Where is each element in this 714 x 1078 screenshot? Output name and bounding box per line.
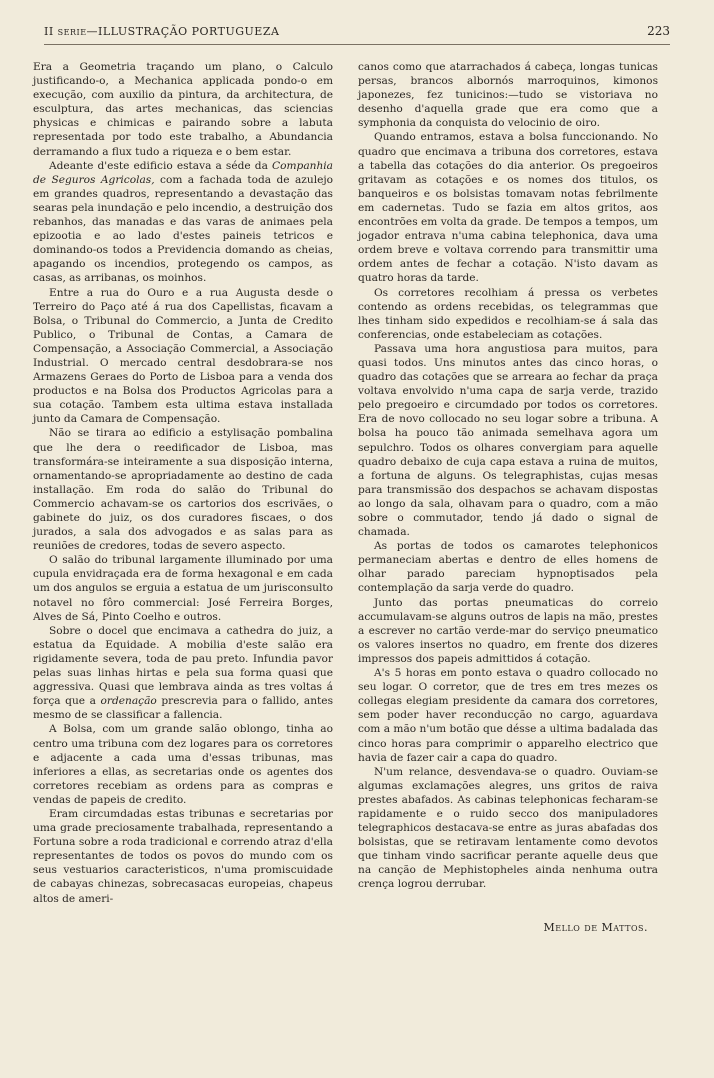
paragraph: Quando entramos, estava a bolsa funccionando. No quadro que encimava a tribuna dos corretores, estava a tabella das cotações do dia anterior. Os pregoeiros gritavam as cotações e os nomes dos titulos, os banqueiros e os bolsistas tomavam notas febrilmente em cadernetas. Tudo se fazia em altos gritos, aos encontrões em volta da grade. De tempos a tempos, um jogador entrava n'uma cabina telephonica, dava uma ordem breve e voltava correndo para transmittir uma ordem antes de fechar a cotação. N'isto davam as quatro horas da tarde. [358,131,658,285]
paragraph: Os corretores recolhiam á pressa os verbetes contendo as ordens recebidas, os telegrammas que lhes tinham sido expedidos e recolhiam-se á sala das conferencias, onde estabeleciam as cotações. [358,286,658,341]
header-left [44,25,279,38]
paragraph-text: prescrevia para o fallido, antes mesmo de se classificar a fallencia. [33,695,334,722]
running-header [44,24,670,42]
paragraph: Passava uma hora angustiosa para muitos, para quasi todos. Uns minutos antes das cinco horas, o quadro das cotações que se arreara ao fechar da praça voltava envolvido n'uma capa de sarja verde, trazido pelo pregoeiro e circumdado por todos os corretores. Era de novo collocado no seu logar sobre a tribuna. A bolsa ha pouco tão animada semelhava agora um sepulchro. Todos os olhares convergiam para aquelle quadro debaixo de cuja capa estava a ruina de muitos, a fortuna de alguns. Os telegraphistas, cujas mesas para transmissão dos despachos se achavam dispostas ao longo da sala, olhavam para o quadro, com a mão sobre o commutador, tendo já dado o signal de chamada. [358,342,658,539]
paragraph: canos como que atarrachados á cabeça, longas tunicas persas, brancos albornós marroquinos, kimonos japonezes, fez tunicinos:—tudo se vistoriava no desenho d'aquella grade que era como que a symphonia da conquista do velocinio de oiro. [358,61,658,130]
paragraph-text: Adeante d'este edificio estava a séde da [49,159,273,172]
paragraph: N'um relance, desvendava-se o quadro. Ouviam-se algumas exclamações alegres, uns gritos de raiva prestes abafados. As cabinas telephonicas fecharam-se rapidamente e o ruido secco dos manipuladores telegraphicos destacava-se entre as juras abafadas dos bolsistas, que se retiravam lentamente como devotos que tinham vindo sacrificar perante aquelle deus que na canção de Mephistopheles ainda nenhuma outra crença logrou derrubar. [358,765,658,891]
paragraph: Era a Geometria traçando um plano, o Calculo justificando-o, a Mechanica applicada pondo-o em execução, com auxilio da pintura, da architectura, de esculptura, das artes mechanicas, das sciencias physicas e chimicas e pairando sobre a labuta representada por todo este trabalho, a Abundancia derramando a flux tudo a riqueza e o bem estar. [33,61,333,158]
paragraph [33,624,333,723]
header-separator: — [86,25,99,38]
paragraph: Junto das portas pneumaticas do correio accumulavam-se alguns outros de lapis na mão, prestes a escrever no cartão verde-mar do serviço pneumatico os valores insertos no quadro, em frente dos dizeres impressos dos papeis admittidos á cotação. [358,596,658,665]
publication-title: ILLUSTRAÇÃO PORTUGUEZA [98,25,280,38]
paragraph-text: Sobre o docel que encimava a cathedra do juiz, a estatua da Equidade. A mobilia d'este salão era rigidamente severa, toda de pau preto. Infundia pavor pelas suas linhas hirtas e pela sua forma quasi que aggressiva. Quasi que lembrava ainda as tres voltas á força que a [33,624,333,708]
paragraph-text: com a fachada toda de azulejo em grandes quadros, representando a devastação das searas pela inundação e pelo incendio, a destruição dos rebanhos, das manadas e das varas de animaes pela epizootia e ao lado d'estes paineis tetricos e dominando-os todos a Previdencia domando as cheias, apagando os incendios, protegendo os campos, as casas, as arribanas, os moinhos. [33,173,334,285]
italic-term: ordenação [100,695,157,708]
paragraph: Entre a rua do Ouro e a rua Augusta desde o Terreiro do Paço até á rua dos Capellistas, ficavam a Bolsa, o Tribunal do Commercio, a Junta de Credito Publico, o Tribunal de Contas, a Camara de Compensação, a Associação Commercial, a Associação Industrial. O mercado central desdobrara-se nos Armazens Geraes do Porto de Lisboa para a venda dos productos e na Bolsa dos Productos Agricolas para a sua cotação. Tambem esta ultima estava installada junto da Camara de Compensação. [33,286,333,426]
paragraph: A Bolsa, com um grande salão oblongo, tinha ao centro uma tribuna com dez logares para os corretores e adjacente a cada uma d'essas tribunas, mas inferiores a ellas, as secretarias onde os agentes dos corretores recebiam as ordens para as compras e vendas de papeis de credito. [33,723,333,806]
page-number: 223 [647,24,670,38]
italic-company-name: Companhia de Seguros Agricolas, [33,159,333,186]
paragraph: A's 5 horas em ponto estava o quadro collocado no seu logar. O corretor, que de tres em tres mezes os collegas elegiam presidente da camara dos corretores, sem poder haver reconducção no cargo, aguardava com a mão n'um botão que désse a ultima badalada das cinco horas para comprimir o apparelho electrico que havia de fazer cair a capa do quadro. [358,667,658,764]
paragraph: O salão do tribunal largamente illuminado por uma cupula envidraçada era de forma hexagonal e em cada um dos angulos se erguia a estatua de um jurisconsulto notavel no fôro commercial: José Ferreira Borges, Alves de Sá, Pinto Coelho e outros. [33,554,333,623]
paragraph [33,159,333,286]
author-signature: Mello de Mattos. [543,921,648,934]
paragraph: Eram circumdadas estas tribunas e secretarias por uma grade preciosamente trabalhada, representando a Fortuna sobre a roda tradicional e correndo atraz d'ella representantes de todos os povos do mundo com os seus vestuarios caracteristicos, n'uma promiscuidade de cabayas chinezas, sobrecasacas europeias, chapeus altos de ameri- [33,807,333,905]
paragraph: Não se tirara ao edificio a estylisação pombalina que lhe dera o reedificador de Lisboa, mas transformára-se inteiramente a sua disposição interna, ornamentando-se apropriadamente ao destino de cada installação. Em roda do salão do Tribunal do Commercio achavam-se os cartorios dos escrivães, o gabinete do juiz, os dos curadores fiscaes, o dos jurados, a sala dos advogados e as salas para as reuniões de credores, todas de severo aspecto. [33,427,333,553]
series-label: II serie [44,25,87,38]
paragraph: As portas de todos os camarotes telephonicos permaneciam abertas e dentro de elles homens de olhar parado pareciam hypnoptisados pela contemplação da sarja verde do quadro. [358,540,658,595]
right-column [358,60,658,892]
header-rule [44,44,670,45]
left-column [33,60,333,906]
